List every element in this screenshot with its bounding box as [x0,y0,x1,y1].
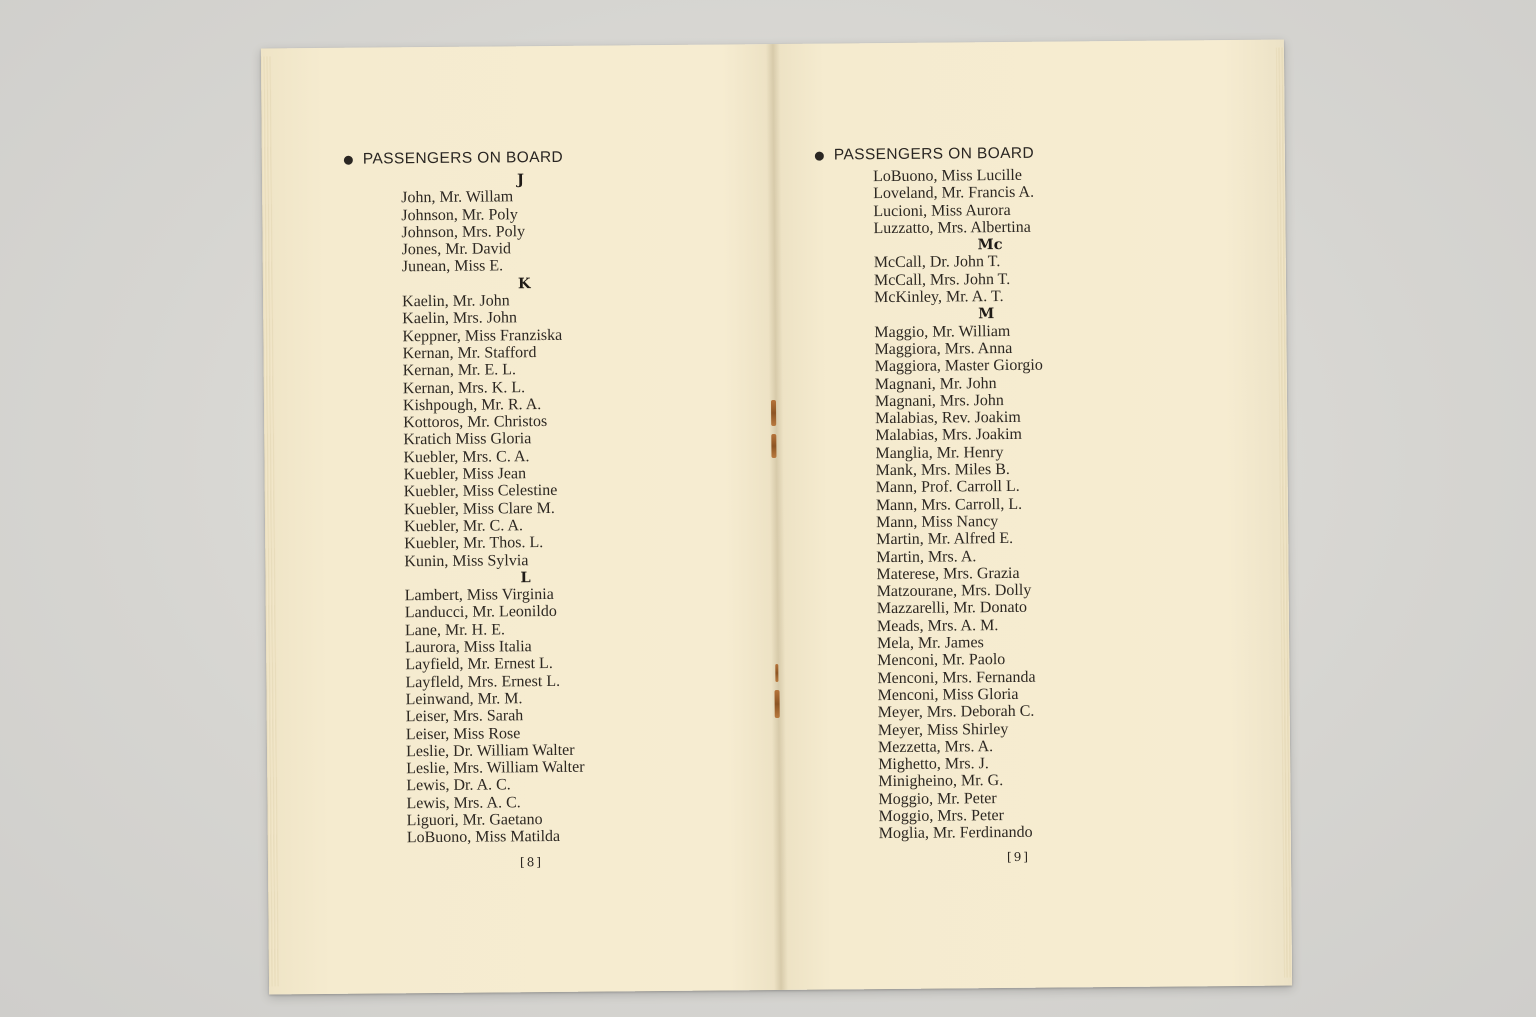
passenger-entry: Keppner, Miss Franziska [402,326,563,345]
passenger-entry: Leslie, Dr. William Walter [405,741,575,761]
passenger-entry: Menconi, Mrs. Fernanda [877,668,1036,687]
passenger-entry: Layfleld, Mrs. Ernest L. [405,672,561,691]
passenger-entry: Magnani, Mrs. John [874,391,1004,410]
passenger-entry: Kernan, Mrs. K. L. [402,378,526,397]
passenger-entry: Jones, Mr. David [401,240,512,259]
binding-stitch [775,664,778,682]
page-header-text: PASSENGERS ON BOARD [833,144,1035,164]
passenger-entry: Kishpough, Mr. R. A. [402,395,542,415]
passenger-list-booklet [261,40,1292,995]
passenger-entry: Layfield, Mr. Ernest L. [405,655,553,674]
binding-stitch [771,434,776,458]
page-number: [9] [1006,849,1031,864]
passenger-entry: Lambert, Miss Virginia [404,586,554,605]
section-letter: Mc [977,236,1003,254]
passenger-entry: Minigheino, Mr. G. [878,772,1004,791]
page-header-text: PASSENGERS ON BOARD [362,148,564,168]
passenger-entry: Kernan, Mr. E. L. [402,361,517,380]
passenger-entry: Lewis, Mrs. A. C. [406,793,521,812]
passenger-entry: Mann, Miss Nancy [875,513,999,532]
passenger-entry: Kernan, Mr. Stafford [402,344,537,363]
passenger-entry: Kuebler, Miss Jean [403,465,527,484]
passenger-entry: Magnani, Mr. John [874,374,997,393]
bullet-icon [344,155,353,164]
left-page [344,144,770,870]
passenger-entry: Landucci, Mr. Leonildo [404,603,557,622]
binding-stitch [775,690,780,718]
passenger-entry: Kuebler, Miss Clare M. [403,499,555,518]
passenger-entry: Leiser, Mrs. Sarah [405,707,524,726]
passenger-entry: Menconi, Mr. Paolo [877,651,1006,670]
passenger-entry: McKinley, Mr. A. T. [874,288,1004,307]
passenger-entry: Leinwand, Mr. M. [405,690,523,709]
passenger-entry: Mann, Prof. Carroll L. [875,478,1020,497]
passenger-entry: Moglia, Mr. Ferdinando [878,824,1033,843]
passenger-entry: Kottoros, Mr. Christos [403,413,548,432]
passenger-list [815,165,1241,843]
passenger-entry: Malabias, Mrs. Joakim [875,426,1023,445]
passenger-entry: Kuebler, Miss Celestine [403,482,558,501]
passenger-entry: McCall, Dr. John T. [873,253,1001,272]
passenger-entry: LoBuono, Miss Lucille [872,166,1022,186]
passenger-entry: McCall, Mrs. John T. [873,270,1011,289]
passenger-entry: Mela, Mr. James [877,634,984,653]
passenger-entry: Meads, Mrs. A. M. [876,616,999,635]
passenger-entry: Luzzatto, Mrs. Albertina [873,218,1031,238]
right-page [815,140,1241,865]
passenger-entry: Maggiora, Master Giorgio [874,356,1043,376]
passenger-entry: Leslie, Mrs. William Walter [406,758,585,778]
passenger-list [344,169,770,847]
page-header [815,140,1235,168]
passenger-entry: Mezzetta, Mrs. A. [877,737,994,756]
passenger-entry: Mazzarelli, Mr. Donato [876,599,1028,618]
passenger-entry: Meyer, Miss Shirley [877,720,1009,739]
passenger-entry: Lane, Mr. H. E. [404,621,506,639]
bullet-icon [815,151,824,160]
passenger-entry: Kaelin, Mrs. John [402,309,517,328]
passenger-entry: Loveland, Mr. Francis A. [873,184,1035,203]
passenger-entry: Mann, Mrs. Carroll, L. [875,495,1023,514]
passenger-entry: Lucioni, Miss Aurora [873,201,1011,220]
passenger-entry: Matzourane, Mrs. Dolly [876,581,1032,601]
passenger-entry: Kratich Miss Gloria [403,430,532,449]
passenger-entry: Leiser, Miss Rose [405,724,521,743]
passenger-entry: Lewis, Dr. A. C. [406,776,511,795]
passenger-entry: Manglia, Mr. Henry [875,443,1004,462]
passenger-entry: Kuebler, Mrs. C. A. [403,447,530,467]
passenger-entry: Kuebler, Mr. Thos. L. [404,534,544,553]
page-number: [8] [519,854,544,869]
passenger-entry: Kaelin, Mr. John [402,292,510,311]
passenger-entry: Meyer, Mrs. Deborah C. [877,702,1035,722]
passenger-entry: Menconi, Miss Gloria [877,685,1019,705]
passenger-entry: Kunin, Miss Sylvia [404,551,529,570]
binding-stitch [771,400,776,426]
passenger-entry: Liguori, Mr. Gaetano [406,811,543,830]
passenger-entry: Martin, Mrs. A. [876,547,977,566]
passenger-entry: Moggio, Mr. Peter [878,789,997,808]
section-letter: L [520,568,531,587]
section-letter: K [517,274,531,293]
passenger-entry: LoBuono, Miss Matilda [406,828,561,847]
section-letter: M [978,305,995,323]
passenger-entry: Mank, Mrs. Miles B. [875,461,1010,480]
passenger-entry: Johnson, Mr. Poly [401,205,518,224]
passenger-entry: Johnson, Mrs. Poly [401,223,526,242]
passenger-entry: Mighetto, Mrs. J. [878,755,989,774]
passenger-entry: Junean, Miss E. [401,257,504,276]
passenger-entry: Laurora, Miss Italia [405,638,532,657]
page-header [344,144,764,172]
section-letter: J [516,171,524,189]
passenger-entry: Malabias, Rev. Joakim [875,409,1021,428]
passenger-entry: Moggio, Mrs. Peter [878,807,1005,826]
passenger-entry: John, Mr. Willam [401,188,514,207]
passenger-entry: Kuebler, Mr. C. A. [403,517,524,536]
passenger-entry: Maggiora, Mrs. Anna [874,339,1013,359]
passenger-entry: Maggio, Mr. William [874,322,1011,341]
passenger-entry: Martin, Mr. Alfred E. [876,530,1014,549]
passenger-entry: Materese, Mrs. Grazia [876,564,1020,583]
